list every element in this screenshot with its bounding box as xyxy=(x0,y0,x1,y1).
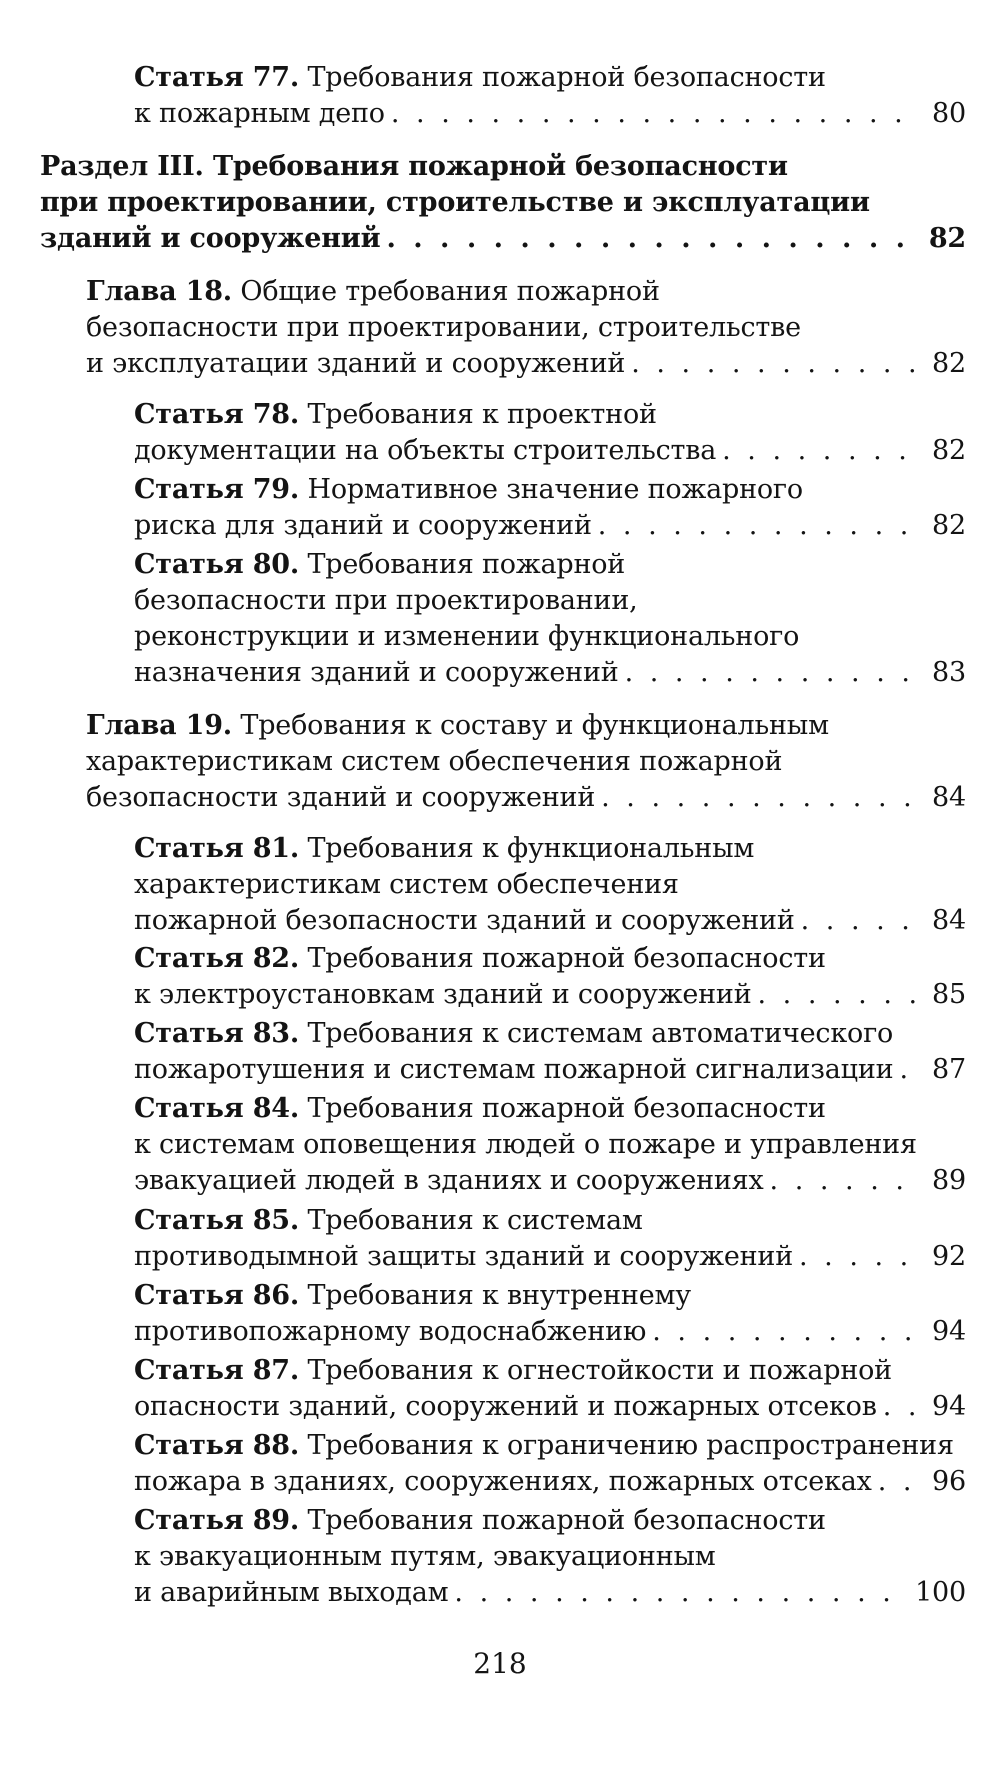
toc-entry-text: к системам оповещения людей о пожаре и управления xyxy=(134,1129,917,1160)
toc-entry-article-79 xyxy=(134,472,966,544)
toc-entry-text: безопасности при проектировании, строительстве xyxy=(86,312,801,343)
toc-entry-article-86 xyxy=(134,1278,966,1350)
toc-entry-text: эвакуацией людей в зданиях и сооружениях xyxy=(134,1165,764,1196)
page-number: 218 xyxy=(473,1647,527,1680)
dot-leader xyxy=(386,221,918,257)
toc-entry-text: Требования к системам автоматического xyxy=(307,1018,894,1049)
toc-entry-text: зданий и сооружений xyxy=(40,223,381,254)
toc-entry-label: Статья 77. xyxy=(134,62,300,93)
toc-page-number: 85 xyxy=(932,979,966,1010)
dot-leader xyxy=(601,780,918,816)
toc-entry-text: Требования к проектной xyxy=(307,399,657,430)
toc-entry-label: Статья 80. xyxy=(134,549,300,580)
toc-entry-label: Глава 18. xyxy=(86,276,233,307)
toc-entry-text: при проектировании, строительстве и эксплуатации xyxy=(40,187,870,218)
toc-entry-chapter-18 xyxy=(86,274,966,382)
dot-leader xyxy=(722,433,918,469)
toc-page-number: 82 xyxy=(928,223,966,254)
toc-entry-label: Статья 88. xyxy=(134,1430,300,1461)
toc-entry-article-89 xyxy=(134,1503,966,1611)
toc-entry-label: Раздел III. xyxy=(40,151,204,182)
toc-entry-text: противопожарному водоснабжению xyxy=(134,1316,647,1347)
toc-entry-text: Требования к ограничению распространения xyxy=(307,1430,954,1461)
toc-entry-article-82 xyxy=(134,941,966,1013)
toc-entry-text: к эвакуационным путям, эвакуационным xyxy=(134,1541,716,1572)
toc-entry-text: реконструкции и изменении функционального xyxy=(134,621,800,652)
toc-entry-text: Требования к системам xyxy=(307,1205,643,1236)
toc-entry-text: опасности зданий, сооружений и пожарных отсеков xyxy=(134,1391,877,1422)
toc-entry-text: безопасности зданий и сооружений xyxy=(86,782,596,813)
toc-page-number: 100 xyxy=(915,1577,966,1608)
toc-entry-label: Статья 81. xyxy=(134,833,300,864)
toc-page-number: 94 xyxy=(932,1316,966,1347)
toc-entry-article-80 xyxy=(134,547,966,691)
toc-entry-label: Статья 83. xyxy=(134,1018,300,1049)
toc-entry-text: Требования к составу и функциональным xyxy=(240,710,829,741)
toc-entry-article-84 xyxy=(134,1091,966,1199)
toc-entry-text: Требования к внутреннему xyxy=(307,1280,691,1311)
dot-leader xyxy=(454,1575,907,1611)
dot-leader xyxy=(883,1389,918,1425)
toc-entry-text: пожара в зданиях, сооружениях, пожарных отсеках xyxy=(134,1466,872,1497)
toc-entry-label: Глава 19. xyxy=(86,710,233,741)
dot-leader xyxy=(799,1239,918,1275)
toc-page-number: 82 xyxy=(932,435,966,466)
toc-page-number: 83 xyxy=(932,657,966,688)
toc-page-number: 82 xyxy=(932,510,966,541)
toc-entry-text: Требования пожарной безопасности xyxy=(307,943,826,974)
toc-entry-text: Требования к функциональным xyxy=(307,833,755,864)
toc-entry-text: характеристикам систем обеспечения пожарной xyxy=(86,746,783,777)
toc-entry-article-87 xyxy=(134,1353,966,1425)
toc-entry-text: и эксплуатации зданий и сооружений xyxy=(86,348,626,379)
toc-entry-label: Статья 86. xyxy=(134,1280,300,1311)
toc-entry-label: Статья 82. xyxy=(134,943,300,974)
toc-entry-text: Требования пожарной безопасности xyxy=(307,62,826,93)
toc-entry-text: назначения зданий и сооружений xyxy=(134,657,619,688)
toc-entry-chapter-19 xyxy=(86,708,966,816)
toc-page-number: 84 xyxy=(932,782,966,813)
toc-page-number: 89 xyxy=(932,1165,966,1196)
toc-page-number: 87 xyxy=(932,1054,966,1085)
dot-leader xyxy=(598,508,918,544)
toc-entry-text: и аварийным выходам xyxy=(134,1577,449,1608)
toc-entry-part-3 xyxy=(40,149,966,257)
toc-entry-article-88 xyxy=(134,1428,966,1500)
toc-page-number: 80 xyxy=(932,98,966,129)
toc-entry-article-83 xyxy=(134,1016,966,1088)
toc-entry-label: Статья 89. xyxy=(134,1505,300,1536)
dot-leader xyxy=(801,903,918,939)
toc-page-number: 96 xyxy=(932,1466,966,1497)
toc-entry-article-77 xyxy=(134,60,966,132)
dot-leader xyxy=(878,1464,918,1500)
toc-entry-text: Требования пожарной безопасности xyxy=(212,151,788,182)
toc-page-number: 82 xyxy=(932,348,966,379)
toc-entry-text: риска для зданий и сооружений xyxy=(134,510,592,541)
toc-entry-label: Статья 87. xyxy=(134,1355,300,1386)
toc-entry-text: пожарной безопасности зданий и сооружений xyxy=(134,905,795,936)
toc-entry-text: документации на объекты строительства xyxy=(134,435,717,466)
toc-entry-text: пожаротушения и системам пожарной сигнализации xyxy=(134,1054,894,1085)
dot-leader xyxy=(625,655,918,691)
dot-leader xyxy=(758,977,918,1013)
toc-entry-article-85 xyxy=(134,1203,966,1275)
dot-leader xyxy=(652,1314,918,1350)
toc-entry-label: Статья 79. xyxy=(134,474,300,505)
dot-leader xyxy=(631,346,918,382)
toc-page-number: 94 xyxy=(932,1391,966,1422)
toc-entry-text: безопасности при проектировании, xyxy=(134,585,638,616)
toc-entry-text: Общие требования пожарной xyxy=(240,276,660,307)
toc-entry-text: характеристикам систем обеспечения xyxy=(134,869,679,900)
toc-entry-label: Статья 78. xyxy=(134,399,300,430)
toc-entry-text: Требования пожарной безопасности xyxy=(307,1505,826,1536)
toc-entry-text: противодымной защиты зданий и сооружений xyxy=(134,1241,793,1272)
dot-leader xyxy=(770,1163,918,1199)
toc-entry-article-78 xyxy=(134,397,966,469)
dot-leader xyxy=(391,96,918,132)
toc-entry-text: Требования пожарной безопасности xyxy=(307,1093,826,1124)
toc-page-number: 92 xyxy=(932,1241,966,1272)
toc-page-number: 84 xyxy=(932,905,966,936)
toc-entry-text: к электроустановкам зданий и сооружений xyxy=(134,979,752,1010)
dot-leader xyxy=(899,1052,918,1088)
toc-entry-label: Статья 84. xyxy=(134,1093,300,1124)
toc-entry-text: к пожарным депо xyxy=(134,98,385,129)
toc-entry-article-81 xyxy=(134,831,966,939)
toc-entry-text: Нормативное значение пожарного xyxy=(307,474,803,505)
toc-entry-text: Требования к огнестойкости и пожарной xyxy=(307,1355,892,1386)
toc-entry-text: Требования пожарной xyxy=(307,549,626,580)
toc-entry-label: Статья 85. xyxy=(134,1205,300,1236)
